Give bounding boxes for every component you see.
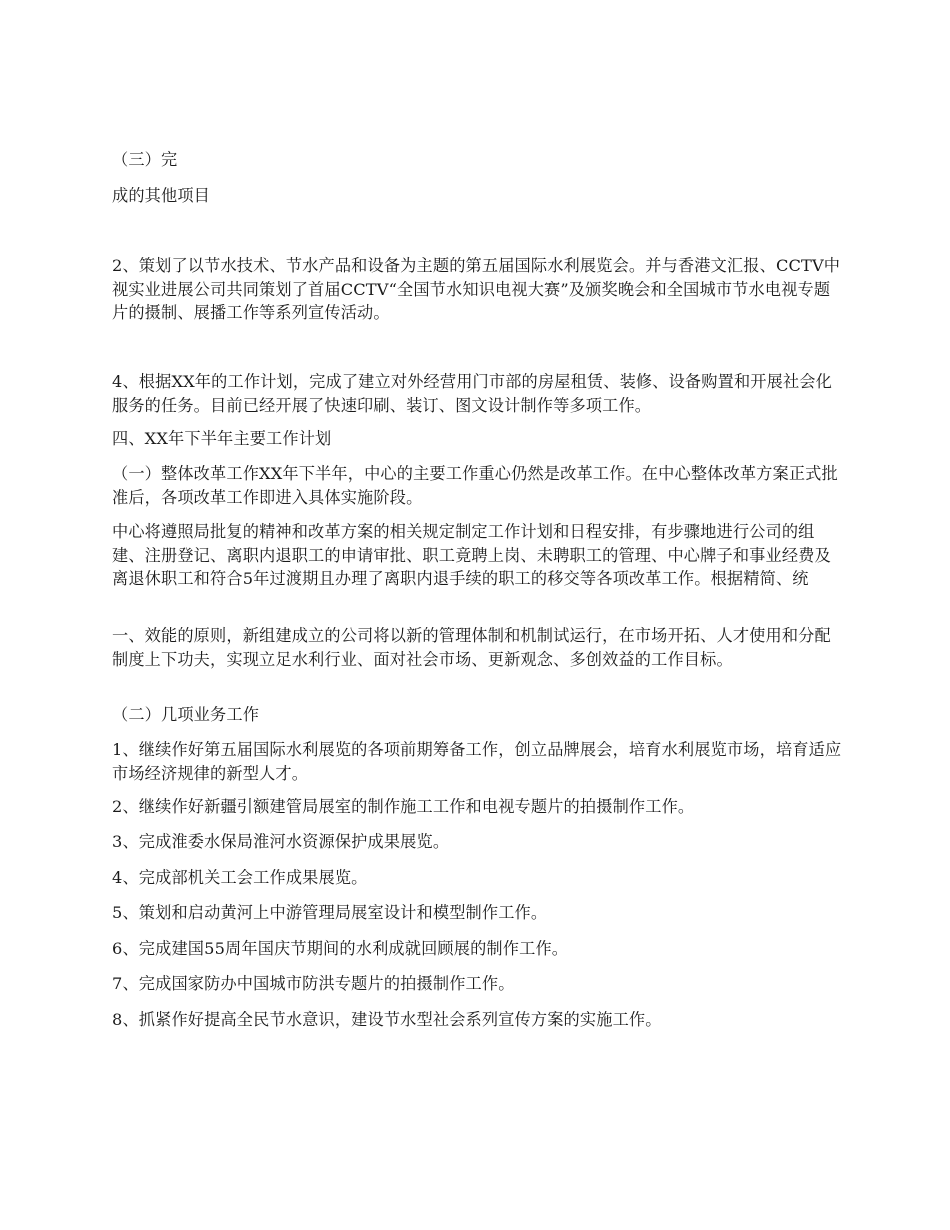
- paragraph-reform-work: （一）整体改革工作XX年下半年，中心的主要工作重心仍然是改革工作。在中心整体改革方案正式批准后，各项改革工作即进入具体实施阶段。: [112, 464, 838, 507]
- paragraph-efficiency-principle: 一、效能的原则，新组建成立的公司将以新的管理体制和机制试运行，在市场开拓、人才使用和分配制度上下功夫，实现立足水利行业、面对社会市场、更新观念、多创效益的工作目标。: [112, 626, 831, 669]
- paragraph-item-2-exhibition: 2、策划了以节水技术、节水产品和设备为主题的第五届国际水利展览会。并与香港文汇报、CCTV中视实业进展公司共同策划了首届CCTV“全国节水知识电视大赛”及颁奖晚会和全国城市节水电视专题片的摄制、展播工作等系列宣传活动。: [112, 256, 841, 322]
- list-item-3: 3、完成淮委水保局淮河水资源保护成果展览。: [112, 832, 450, 851]
- list-item-5: 5、策划和启动黄河上中游管理局展室设计和模型制作工作。: [112, 903, 548, 922]
- list-item-4: 4、完成部机关工会工作成果展览。: [112, 868, 368, 887]
- paragraph-item-4-storefront: 4、根据XX年的工作计划，完成了建立对外经营用门市部的房屋租赁、装修、设备购置和开展社会化服务的任务。目前已经开展了快速印刷、装订、图文设计制作等多项工作。: [112, 372, 832, 415]
- list-item-7: 7、完成国家防办中国城市防洪专题片的拍摄制作工作。: [112, 974, 515, 993]
- list-item-1: 1、继续作好第五届国际水利展览的各项前期筹备工作，创立品牌展会，培育水利展览市场，培育适应市场经济规律的新型人才。: [112, 740, 842, 783]
- section-heading-part1: （三）完: [112, 150, 178, 169]
- list-item-2: 2、继续作好新疆引额建管局展室的制作施工工作和电视专题片的拍摄制作工作。: [112, 797, 695, 816]
- list-item-8: 8、抓紧作好提高全民节水意识，建设节水型社会系列宣传方案的实施工作。: [112, 1010, 662, 1029]
- section-heading-four: 四、XX年下半年主要工作计划: [112, 429, 332, 448]
- list-item-6: 6、完成建国55周年国庆节期间的水利成就回顾展的制作工作。: [112, 939, 569, 958]
- section-heading-business: （二）几项业务工作: [112, 705, 260, 724]
- section-heading-part2: 成的其他项目: [112, 186, 211, 205]
- paragraph-reform-plan: 中心将遵照局批复的精神和改革方案的相关规定制定工作计划和日程安排，有步骤地进行公司的组建、注册登记、离职内退职工的申请审批、职工竟聘上岗、未聘职工的管理、中心牌子和事业经费及离退休职工和符合5年过渡期且办理了离职内退手续的职工的移交等各项改革工作。根据精简、统: [112, 522, 831, 588]
